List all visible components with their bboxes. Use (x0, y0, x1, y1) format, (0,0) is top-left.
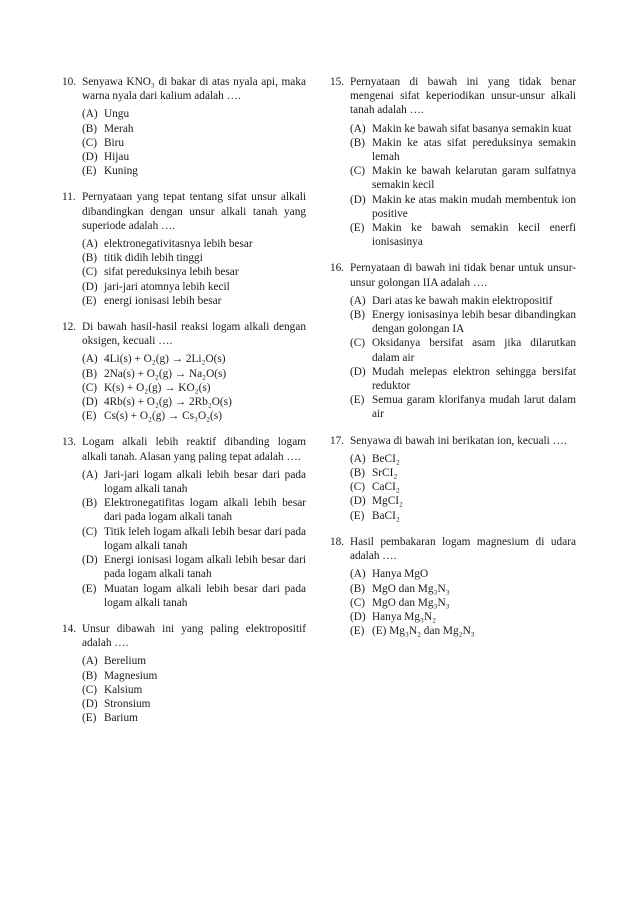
option-letter: (A) (82, 238, 98, 251)
option-text: MgCI₂ (372, 495, 403, 508)
answer-options (82, 352, 306, 423)
option-e (350, 393, 576, 421)
option-a (82, 237, 306, 251)
option-letter: (A) (350, 294, 366, 307)
option-letter: (E) (82, 410, 97, 423)
question-text: Senyawa di bawah ini berikatan ion, kecuali …. (350, 434, 567, 447)
option-letter: (B) (82, 252, 98, 265)
option-text: Elektronegatifitas logam alkali lebih besar dari pada logam alkali tanah (104, 497, 306, 524)
option-text: Makin ke atas makin mudah membentuk ion positive (372, 193, 576, 220)
question-stem (62, 190, 306, 233)
option-c (350, 336, 576, 364)
question-stem (62, 622, 306, 650)
question-18 (330, 535, 576, 638)
option-e (82, 164, 306, 178)
option-c (82, 683, 306, 697)
question-number: 11. (62, 191, 76, 204)
option-letter: (B) (82, 669, 98, 682)
option-letter: (E) (82, 294, 97, 307)
option-letter: (C) (350, 596, 366, 609)
question-16 (330, 261, 576, 421)
option-text: Jari-jari logam alkali lebih besar dari pada logam alkali tanah (104, 468, 306, 496)
option-text: Cs(s) + O₂(g) → Cs₃O₂(s) (104, 410, 222, 423)
option-b (350, 582, 576, 596)
option-text: Hanya Mg₃N₂ (372, 610, 437, 623)
option-text: jari-jari atomnya lebih kecil (104, 280, 230, 293)
option-a (350, 452, 576, 466)
option-text: Merah (104, 122, 134, 135)
option-letter: (E) (82, 582, 97, 595)
option-letter: (C) (82, 525, 98, 538)
question-13 (62, 435, 306, 609)
option-a (350, 294, 576, 308)
answer-options (350, 567, 576, 638)
question-number: 10. (62, 76, 77, 88)
option-text: Makin ke bawah kelarutan garam sulfatnya semakin kecil (372, 165, 576, 192)
option-text: Biru (104, 136, 125, 149)
question-11 (62, 190, 306, 308)
option-d (82, 395, 306, 409)
option-text: Berelium (104, 655, 147, 668)
question-text: Di bawah hasil-hasil reaksi logam alkali dengan oksigen, kecuali …. (82, 321, 306, 348)
option-letter: (A) (350, 452, 366, 465)
option-letter: (B) (82, 497, 98, 510)
option-d (350, 365, 576, 393)
option-text: 2Na(s) + O₂(g) → Na₂O(s) (104, 367, 227, 380)
option-text: K(s) + O₂(g) → KO₂(s) (104, 381, 211, 394)
answer-options (82, 654, 306, 725)
option-d (350, 610, 576, 624)
option-c (350, 596, 576, 610)
option-text: CaCI₂ (372, 481, 400, 494)
option-text: MgO dan Mg₃N₃ (372, 596, 450, 609)
question-number: 14. (62, 622, 77, 635)
answer-options (82, 237, 306, 308)
option-e (82, 409, 306, 423)
option-letter: (D) (82, 697, 98, 710)
option-d (82, 553, 306, 581)
option-b (350, 136, 576, 164)
option-d (350, 494, 576, 508)
option-letter: (A) (82, 353, 98, 366)
option-a (350, 122, 576, 136)
option-text: 4Li(s) + O₂(g) → 2Li₂O(s) (104, 353, 226, 366)
option-c (82, 525, 306, 553)
question-stem (62, 320, 306, 348)
question-10 (62, 75, 306, 178)
answer-options (350, 122, 576, 250)
option-text: elektronegativitasnya lebih besar (104, 238, 253, 251)
option-letter: (C) (82, 683, 98, 696)
option-letter: (A) (350, 568, 366, 581)
option-letter: (C) (82, 266, 98, 279)
option-d (82, 150, 306, 164)
option-text: Kalsium (104, 683, 143, 696)
question-number: 17. (330, 434, 345, 447)
question-14 (62, 622, 306, 725)
option-letter: (A) (82, 655, 98, 668)
option-letter: (D) (82, 151, 98, 164)
option-letter: (E) (350, 625, 365, 638)
option-b (82, 251, 306, 265)
option-d (82, 697, 306, 711)
option-letter: (B) (82, 367, 98, 380)
option-b (350, 466, 576, 480)
question-stem (330, 434, 576, 448)
option-letter: (C) (350, 481, 366, 494)
option-e (350, 509, 576, 523)
answer-options (350, 452, 576, 523)
option-letter: (D) (82, 554, 98, 567)
option-c (350, 480, 576, 494)
option-text: Makin ke bawah sifat basanya semakin kuat (372, 122, 572, 135)
option-d (350, 193, 576, 221)
question-text: Pernyataan di bawah ini tidak benar untuk unsur-unsur golongan IIA adalah …. (350, 262, 576, 289)
question-stem (62, 75, 306, 103)
question-17 (330, 434, 576, 523)
answer-options (82, 107, 306, 178)
question-number: 16. (330, 262, 345, 275)
option-letter: (B) (350, 582, 366, 595)
question-number: 18. (330, 535, 345, 548)
option-text: Stronsium (104, 697, 151, 710)
option-text: SrCI₂ (372, 467, 398, 480)
option-text: sifat pereduksinya lebih besar (104, 266, 239, 279)
option-text: Hanya MgO (372, 568, 429, 581)
option-text: titik didih lebih tinggi (104, 252, 203, 265)
option-e (82, 711, 306, 725)
question-12 (62, 320, 306, 423)
option-a (82, 107, 306, 121)
option-e (82, 582, 306, 610)
question-text: Senyawa KNO₃ di bakar di atas nyala api, maka warna nyala dari kalium adalah …. (82, 76, 306, 103)
option-a (82, 352, 306, 366)
option-text: Magnesium (104, 669, 158, 682)
option-text: Semua garam klorifanya mudah larut dalam air (372, 394, 576, 421)
option-text: Makin ke bawah semakin kecil enerfi ionisasinya (372, 222, 576, 249)
option-text: Kuning (104, 165, 138, 178)
option-letter: (B) (350, 309, 366, 322)
option-letter: (D) (350, 193, 366, 206)
option-a (82, 654, 306, 668)
option-a (350, 567, 576, 581)
option-e (350, 624, 576, 638)
question-text: Logam alkali lebih reaktif dibanding logam alkali tanah. Alasan yang paling tepat adalah …. (82, 436, 306, 463)
question-number: 13. (62, 436, 77, 449)
option-letter: (B) (350, 467, 366, 480)
option-b (82, 122, 306, 136)
option-text: energi ionisasi lebih besar (104, 294, 222, 307)
answer-options (82, 468, 306, 610)
option-letter: (E) (350, 394, 365, 407)
option-letter: (C) (350, 165, 366, 178)
question-stem (330, 75, 576, 118)
option-c (82, 265, 306, 279)
question-number: 12. (62, 321, 77, 334)
option-letter: (A) (350, 122, 366, 135)
option-text: Hijau (104, 151, 130, 164)
option-text: Muatan logam alkali lebih besar dari pada logam alkali tanah (104, 582, 306, 609)
option-e (350, 221, 576, 249)
question-stem (330, 261, 576, 289)
option-letter: (A) (82, 468, 98, 481)
option-c (82, 381, 306, 395)
option-letter: (E) (350, 509, 365, 522)
option-letter: (C) (82, 136, 98, 149)
option-letter: (D) (350, 610, 366, 623)
right-column (330, 75, 576, 650)
option-letter: (A) (82, 108, 98, 121)
option-text: Titik leleh logam alkali lebih besar dari pada logam alkali tanah (104, 525, 306, 552)
question-text: Pernyataan di bawah ini yang tidak benar mengenai sifat keperiodikan unsur-unsur alkali tanah adalah …. (350, 76, 576, 117)
answer-options (350, 294, 576, 422)
option-b (82, 367, 306, 381)
option-letter: (D) (350, 495, 366, 508)
option-text: Energy ionisasinya lebih besar dibandingkan dengan golongan IA (372, 309, 576, 336)
option-a (82, 468, 306, 496)
option-letter: (B) (82, 122, 98, 135)
option-letter: (D) (82, 396, 98, 409)
option-c (350, 164, 576, 192)
question-text: Unsur dibawah ini yang paling elektropositif adalah …. (82, 622, 306, 650)
option-letter: (E) (350, 222, 365, 235)
option-text: Dari atas ke bawah makin elektropositif (372, 294, 553, 307)
option-c (82, 136, 306, 150)
option-text: Oksidanya bersifat asam jika dilarutkan dalam air (372, 337, 576, 364)
option-text: MgO dan Mg₃N₃ (372, 582, 450, 595)
option-text: 4Rb(s) + O₂(g) → 2Rb₂O(s) (104, 396, 232, 409)
question-15 (330, 75, 576, 249)
option-text: Barium (104, 712, 138, 725)
option-letter: (E) (82, 165, 97, 178)
option-b (82, 496, 306, 524)
left-column (62, 75, 306, 737)
option-text: (E) Mg₃N₂ dan Mg₂N₃ (372, 625, 475, 638)
option-text: Makin ke atas sifat pereduksinya semakin lemah (372, 136, 576, 164)
option-letter: (C) (350, 337, 366, 350)
option-text: BeCI₂ (372, 452, 400, 465)
option-letter: (E) (82, 712, 97, 725)
question-number: 15. (330, 76, 345, 88)
option-b (82, 669, 306, 683)
option-b (350, 308, 576, 336)
option-letter: (C) (82, 381, 98, 394)
question-stem (62, 435, 306, 463)
option-text: Energi ionisasi logam alkali lebih besar dari pada logam alkali tanah (104, 554, 306, 581)
option-letter: (D) (82, 280, 98, 293)
option-text: BaCI₂ (372, 509, 400, 522)
question-text: Hasil pembakaran logam magnesium di udara adalah …. (350, 535, 576, 563)
option-text: Mudah melepas elektron sehingga bersifat reduktor (372, 365, 576, 393)
question-stem (330, 535, 576, 563)
option-letter: (D) (350, 365, 366, 378)
option-d (82, 280, 306, 294)
question-text: Pernyataan yang tepat tentang sifat unsur alkali dibandingkan dengan unsur alkali tanah yang superiode adalah …. (82, 191, 306, 232)
option-text: Ungu (104, 108, 130, 121)
option-letter: (B) (350, 136, 366, 149)
option-e (82, 294, 306, 308)
